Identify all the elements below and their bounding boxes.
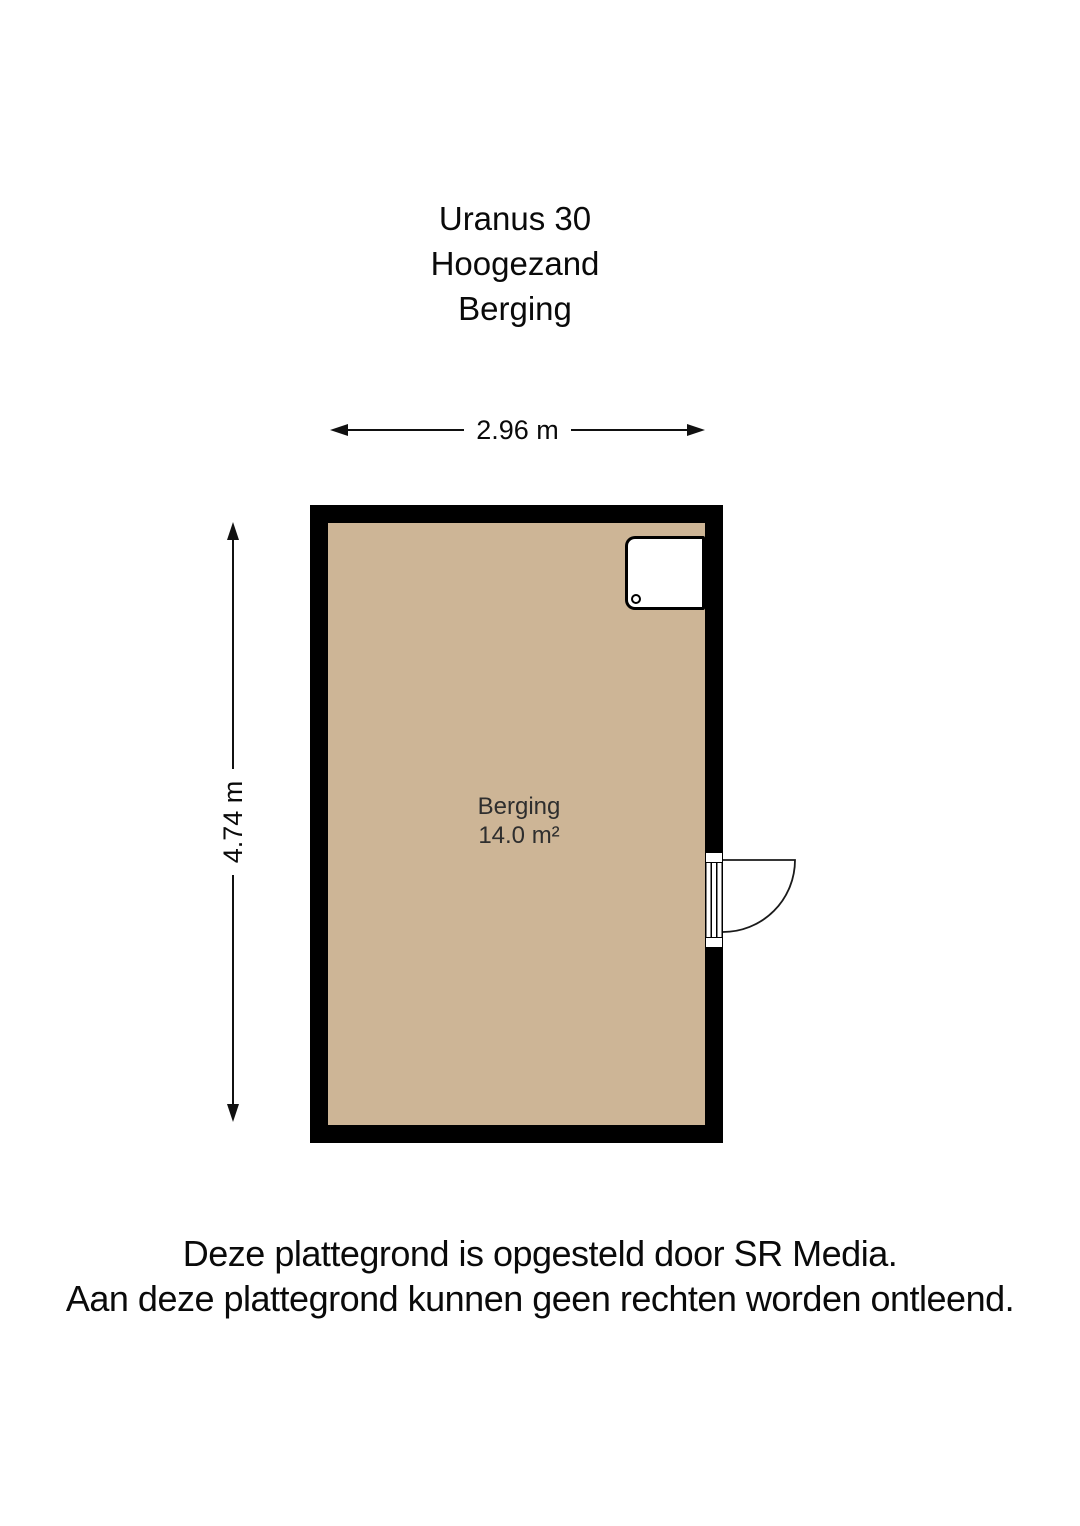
disclaimer [0,1231,1080,1321]
door-frame-block [705,937,723,948]
height-dimension-label: 4.74 m [217,780,248,864]
fixture-shower-tray [625,536,705,610]
height-dimension [219,522,247,1122]
title-room-type: Berging [458,290,572,327]
arrow-up-icon [227,522,239,540]
arrow-right-icon [687,424,705,436]
room-label [369,792,669,850]
dimension-line [348,429,464,431]
arrow-down-icon [227,1104,239,1122]
dimension-line [232,540,234,769]
title-address: Uranus 30 [438,200,592,237]
disclaimer-line-1: Deze plattegrond is opgesteld door SR Media. [182,1233,898,1274]
width-dimension-label: 2.96 m [476,414,559,445]
disclaimer-line-2: Aan deze plattegrond kunnen geen rechten worden ontleend. [65,1278,1015,1319]
plan-title [315,196,715,331]
title-city: Hoogezand [430,245,600,282]
width-dimension [330,416,705,444]
door-swing-icon [720,855,800,937]
arrow-left-icon [330,424,348,436]
drain-icon [631,594,641,604]
dimension-line [571,429,687,431]
dimension-line [232,875,234,1104]
room-name: Berging [477,793,561,820]
room-area: 14.0 m² [478,822,560,849]
